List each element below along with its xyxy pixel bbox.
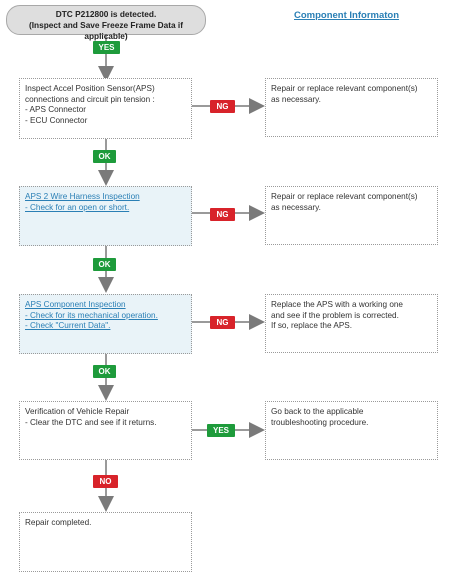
result3-line: If so, replace the APS. xyxy=(271,321,353,330)
result-box-4 xyxy=(265,401,438,460)
result4-line: troubleshooting procedure. xyxy=(271,417,369,427)
result2-line: as necessary. xyxy=(271,202,321,212)
ng-badge-3: NG xyxy=(210,316,235,329)
mechanical-operation-link[interactable]: - Check for its mechanical operation. xyxy=(25,310,158,320)
ok-badge-2: OK xyxy=(93,258,116,271)
step1-line: Inspect Accel Position Sensor(APS) xyxy=(25,84,155,93)
result2-line: Repair or replace relevant component(s) xyxy=(271,192,418,201)
wire-harness-inspection-link[interactable]: APS 2 Wire Harness Inspection xyxy=(25,192,140,201)
dtc-line2: (Inspect and Save Freeze Frame Data if applicable) xyxy=(28,20,183,41)
step1-line: connections and circuit pin tension : xyxy=(25,94,155,104)
result3-line: and see if the problem is corrected. xyxy=(271,310,399,320)
yes-badge-verification: YES xyxy=(207,424,235,437)
result1-line: Repair or replace relevant component(s) xyxy=(271,84,418,93)
check-open-short-link[interactable]: - Check for an open or short. xyxy=(25,202,130,212)
result-box-2 xyxy=(265,186,438,245)
result-box-3 xyxy=(265,294,438,353)
start-yes-badge: YES xyxy=(93,41,120,54)
result4-line: Go back to the applicable xyxy=(271,407,364,416)
result3-line: Replace the APS with a working one xyxy=(271,300,403,309)
repair-completed-text: Repair completed. xyxy=(25,518,92,527)
current-data-link[interactable]: - Check "Current Data". xyxy=(25,321,111,330)
dtc-detected-box xyxy=(6,5,206,41)
ng-badge-2: NG xyxy=(210,208,235,221)
step1-line: - ECU Connector xyxy=(25,115,88,125)
step4-line: Verification of Vehicle Repair xyxy=(25,407,130,416)
step1-line: - APS Connector xyxy=(25,105,86,114)
step-wire-harness-inspection xyxy=(19,186,192,246)
dtc-line1: DTC P212800 is detected. xyxy=(55,9,157,19)
ok-badge-3: OK xyxy=(93,365,116,378)
no-badge: NO xyxy=(93,475,118,488)
step-verification-of-repair xyxy=(19,401,192,460)
step4-line: - Clear the DTC and see if it returns. xyxy=(25,417,157,427)
result-box-1 xyxy=(265,78,438,137)
step-component-inspection xyxy=(19,294,192,354)
component-inspection-link[interactable]: APS Component Inspection xyxy=(25,300,126,309)
result1-line: as necessary. xyxy=(271,94,321,104)
component-information-link[interactable]: Component Informaton xyxy=(294,10,400,21)
repair-completed-box xyxy=(19,512,192,572)
ok-badge-1: OK xyxy=(93,150,116,163)
step-connector-inspection xyxy=(19,78,192,139)
ng-badge-1: NG xyxy=(210,100,235,113)
